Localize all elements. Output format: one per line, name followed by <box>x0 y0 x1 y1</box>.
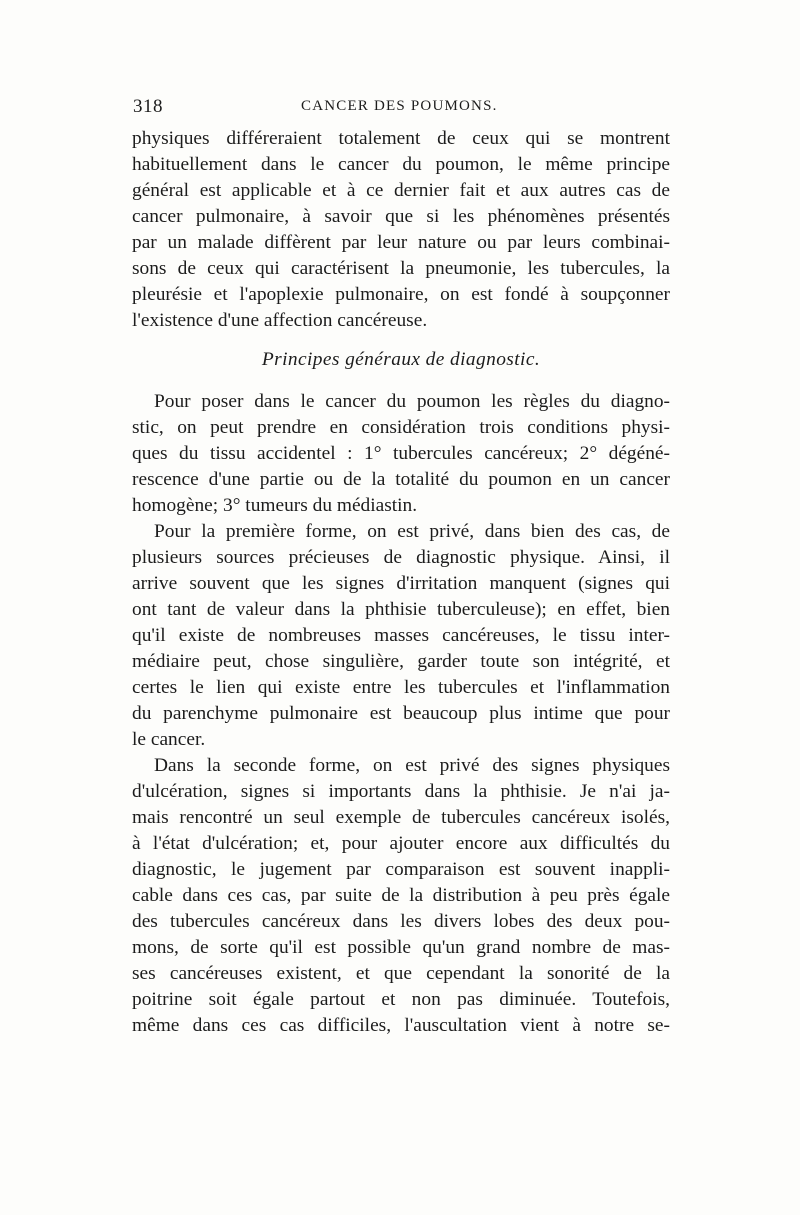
text-line: par un malade diffèrent par leur nature ou par leurs combinai- <box>132 232 670 253</box>
text-line: Pour la première forme, on est privé, dans bien des cas, de <box>154 521 670 542</box>
text-line: poitrine soit égale partout et non pas diminuée. Toutefois, <box>132 989 670 1010</box>
text-line: mons, de sorte qu'il est possible qu'un grand nombre de mas- <box>132 937 670 958</box>
text-line: rescence d'une partie ou de la totalité du poumon en un cancer <box>132 469 670 490</box>
text-line: ont tant de valeur dans la phthisie tuberculeuse); en effet, bien <box>132 599 670 620</box>
text-line: arrive souvent que les signes d'irritation manquent (signes qui <box>132 573 670 594</box>
text-line: même dans ces cas difficiles, l'auscultation vient à notre se- <box>132 1015 670 1036</box>
text-line: le cancer. <box>132 729 206 750</box>
page-header <box>133 96 667 122</box>
paragraph-1 <box>132 126 670 334</box>
text-line: ques du tissu accidentel : 1° tubercules cancéreux; 2° dégéné- <box>132 443 670 464</box>
text-line: des tubercules cancéreux dans les divers lobes des deux pou- <box>132 911 670 932</box>
text-line: l'existence d'une affection cancéreuse. <box>132 310 428 331</box>
text-line: du parenchyme pulmonaire est beaucoup plus intime que pour <box>132 703 670 724</box>
text-line: général est applicable et à ce dernier fait et aux autres cas de <box>132 180 670 201</box>
running-head: CANCER DES POUMONS. <box>301 98 498 114</box>
text-line: ses cancéreuses existent, et que cependant la sonorité de la <box>132 963 670 984</box>
text-line: cancer pulmonaire, à savoir que si les phénomènes présentés <box>132 206 670 227</box>
paragraph-2 <box>132 389 670 519</box>
paragraph-3 <box>132 519 670 753</box>
section-heading: Principes généraux de diagnostic. <box>261 349 541 370</box>
text-line: habituellement dans le cancer du poumon, le même principe <box>132 154 670 175</box>
text-line: sons de ceux qui caractérisent la pneumonie, les tubercules, la <box>132 258 670 279</box>
text-line: mais rencontré un seul exemple de tubercules cancéreux isolés, <box>132 807 670 828</box>
text-line: stic, on peut prendre en considération trois conditions physi- <box>132 417 670 438</box>
text-line: Pour poser dans le cancer du poumon les règles du diagno- <box>154 391 670 412</box>
page-body <box>132 126 670 1039</box>
page-number: 318 <box>133 96 163 117</box>
text-line: pleurésie et l'apoplexie pulmonaire, on est fondé à soupçonner <box>132 284 670 305</box>
text-line: d'ulcération, signes si importants dans la phthisie. Je n'ai ja- <box>132 781 670 802</box>
text-line: physiques différeraient totalement de ceux qui se montrent <box>132 128 670 149</box>
text-line: diagnostic, le jugement par comparaison est souvent inappli- <box>132 859 670 880</box>
text-line: cable dans ces cas, par suite de la distribution à peu près égale <box>132 885 670 906</box>
text-line: plusieurs sources précieuses de diagnostic physique. Ainsi, il <box>132 547 670 568</box>
text-line: qu'il existe de nombreuses masses cancéreuses, le tissu inter- <box>132 625 670 646</box>
text-line: à l'état d'ulcération; et, pour ajouter encore aux difficultés du <box>132 833 670 854</box>
text-line: Dans la seconde forme, on est privé des signes physiques <box>154 755 670 776</box>
text-line: certes le lien qui existe entre les tubercules et l'inflammation <box>132 677 670 698</box>
paragraph-4 <box>132 753 670 1039</box>
text-line: médiaire peut, chose singulière, garder toute son intégrité, et <box>132 651 670 672</box>
text-line: homogène; 3° tumeurs du médiastin. <box>132 495 418 516</box>
